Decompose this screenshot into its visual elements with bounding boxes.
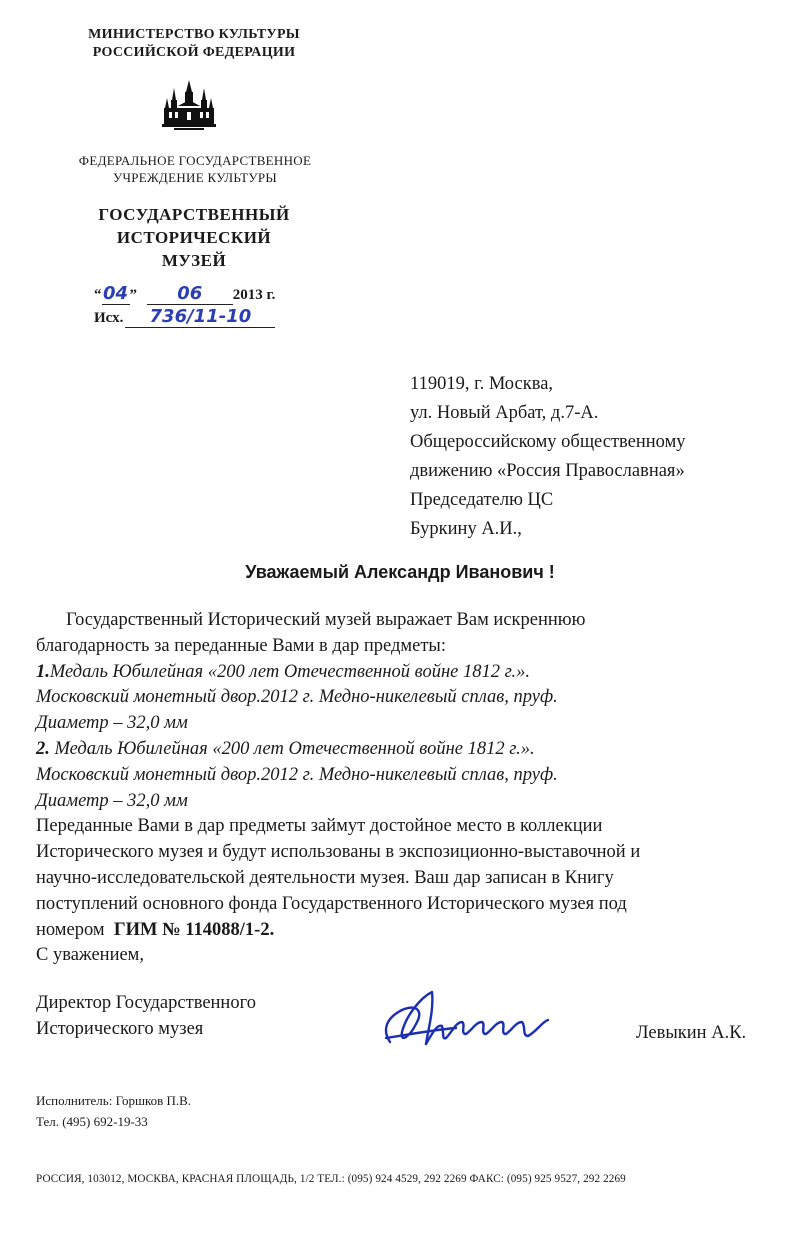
body-line: поступлений основного фонда Государственного Исторического музея под xyxy=(36,893,627,914)
date-year: 2013 г. xyxy=(232,287,276,303)
reference-line xyxy=(94,306,275,328)
date-day: 04 xyxy=(102,283,129,304)
letter-body xyxy=(36,608,776,969)
signer-name: Левыкин А.К. xyxy=(636,1023,747,1043)
museum-line-2: ИСТОРИЧЕСКИЙ xyxy=(116,228,272,247)
body-line: благодарность за переданные Вами в дар предметы: xyxy=(36,635,446,656)
item-1-title: Медаль Юбилейная «200 лет Отечественной войне 1812 г.». xyxy=(49,661,531,682)
date-open-quote: “ xyxy=(94,287,102,303)
museum-name xyxy=(60,203,328,272)
recipient-line-1: 119019, г. Москва, xyxy=(410,374,554,394)
footer-contacts: РОССИЯ, 103012, МОСКВА, КРАСНАЯ ПЛОЩАДЬ, 1/2 ТЕЛ.: (095) 924 4529, 292 2269 ФАКС: (095) 925 9527, 292 2269 xyxy=(36,1173,626,1185)
date-close-quote: ” xyxy=(129,287,137,303)
registration-line xyxy=(36,918,776,944)
recipient-address xyxy=(410,370,770,544)
item-1 xyxy=(36,660,776,686)
director-title-line-2: Исторического музея xyxy=(36,1019,204,1039)
ministry-header xyxy=(60,26,328,62)
item-2 xyxy=(36,737,776,763)
museum-line-3: МУЗЕЙ xyxy=(161,251,227,270)
executor-name: Исполнитель: Горшков П.В. xyxy=(36,1093,192,1108)
body-line: Переданные Вами в дар предметы займут достойное место в коллекции xyxy=(36,816,603,837)
federal-line-1: ФЕДЕРАЛЬНОЕ ГОСУДАРСТВЕННОЕ xyxy=(78,153,312,168)
director-title-line-1: Директор Государственного xyxy=(36,993,256,1013)
recipient-line-6: Буркину А.И., xyxy=(410,519,522,539)
date-line xyxy=(94,283,314,305)
item-2-number: 2. xyxy=(36,738,50,759)
ministry-line-1: МИНИСТЕРСТВО КУЛЬТУРЫ xyxy=(88,27,300,42)
ministry-line-2: РОССИЙСКОЙ ФЕДЕРАЦИИ xyxy=(92,45,296,60)
item-2-diameter: Диаметр – 32,0 мм xyxy=(36,790,188,811)
reference-number: 736/11-10 xyxy=(125,306,275,328)
executor-phone: Тел. (495) 692-19-33 xyxy=(36,1114,148,1129)
director-title xyxy=(36,990,336,1042)
executor-info xyxy=(36,1090,191,1132)
institution-type xyxy=(50,152,340,186)
museum-line-1: ГОСУДАРСТВЕННЫЙ xyxy=(98,205,290,224)
item-2-mint: Московский монетный двор.2012 г. Медно-никелевый сплав, пруф. xyxy=(36,764,558,785)
recipient-line-2: ул. Новый Арбат, д.7-А. xyxy=(410,403,599,423)
recipient-line-5: Председателю ЦС xyxy=(410,490,554,510)
item-1-number: 1. xyxy=(36,661,50,682)
body-line: научно-исследовательской деятельности музея. Ваш дар записан в Книгу xyxy=(36,867,614,888)
closing: С уважением, xyxy=(36,945,145,966)
recipient-line-4: движению «Россия Православная» xyxy=(410,461,685,481)
item-1-diameter: Диаметр – 32,0 мм xyxy=(36,713,188,734)
federal-line-2: УЧРЕЖДЕНИЕ КУЛЬТУРЫ xyxy=(112,170,278,185)
item-2-title: Медаль Юбилейная «200 лет Отечественной войне 1812 г.». xyxy=(49,738,535,759)
recipient-line-3: Общероссийскому общественному xyxy=(410,432,686,452)
date-month: 06 xyxy=(147,283,233,305)
historical-museum-building-icon xyxy=(160,78,218,134)
reference-label: Исх. xyxy=(94,310,124,326)
registration-number: ГИМ № 114088/1-2. xyxy=(113,919,275,940)
body-line: Исторического музея и будут использованы в экспозиционно-выставочной и xyxy=(36,842,641,863)
registration-prefix: номером xyxy=(36,919,114,940)
body-line: Государственный Исторический музей выражает Вам искреннюю xyxy=(66,610,586,630)
greeting: Уважаемый Александр Иванович ! xyxy=(245,562,555,582)
handwritten-signature xyxy=(372,980,582,1060)
item-1-mint: Московский монетный двор.2012 г. Медно-никелевый сплав, пруф. xyxy=(36,687,558,708)
